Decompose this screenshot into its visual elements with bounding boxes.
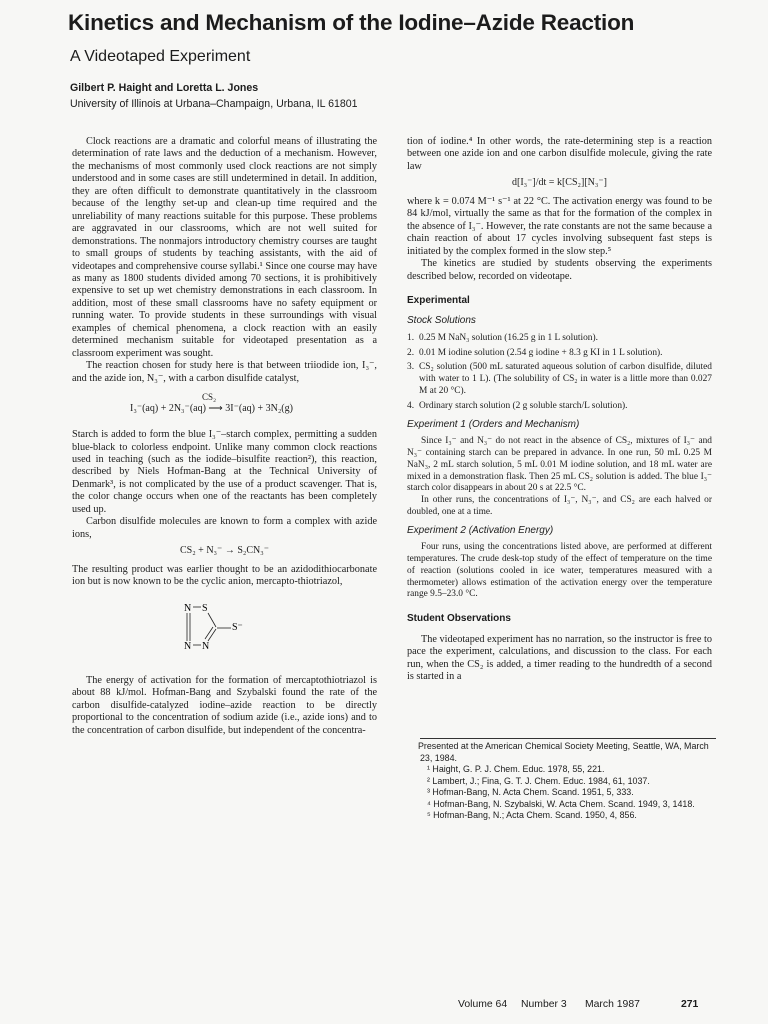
atom-s-ring: S <box>202 602 208 614</box>
kinetics-paragraph: The kinetics are studied by students observing the experiments described below, recorded on videotape. <box>407 258 712 282</box>
product-paragraph: The resulting product was earlier thought to be an azidodithiocarbonate ion but is now known to be the cyclic anion, mercapto-thiotriazol, <box>72 563 377 588</box>
atom-s-minus: S⁻ <box>232 621 243 633</box>
affiliation: University of Illinois at Urbana–Champaign, Urbana, IL 61801 <box>70 98 358 110</box>
list-item: 1. 0.25 M NaN₃ solution (16.25 g in 1 L solution). <box>407 332 598 343</box>
list-item: 3. CS₂ solution (500 mL saturated aqueous solution of carbon disulfide, diluted with water to 1 L). (The solubility of CS₂ in water is a little more than 0.027 M at 20 °C). <box>407 362 712 397</box>
bond-n-c <box>208 629 216 641</box>
journal-number: Number 3 <box>521 999 567 1010</box>
cs2-paragraph: Carbon disulfide molecules are known to form a complex with azide ions, <box>72 516 377 540</box>
list-item: 2. 0.01 M iodine solution (2.54 g iodine + 8.3 g KI in 1 L solution). <box>407 347 663 358</box>
experimental-heading: Experimental <box>407 294 470 306</box>
student-observations-paragraph: The videotaped experiment has no narration, so the instructor is free to pace the experiment, calculations, and discussion to the class. For each run, when the CS₂ is added, a timer reading to the hundredth of a second is started in a <box>407 633 712 682</box>
rate-paragraph: where k = 0.074 M⁻¹ s⁻¹ at 22 °C. The activation energy was found to be 84 kJ/mol, virtually the same as that for the formation of the complex in the absence of I₃⁻. However, the rate constants are not the same because a chain reaction of about 17 cycles involving subsequent fast steps is initiated by the complex formed in the slow step.⁵ <box>407 195 712 257</box>
footnote-2: ² Lambert, J.; Fina, G. T. J. Chem. Educ. 1984, 61, 1037. <box>427 775 650 786</box>
reaction-equation: I₃⁻(aq) + 2N₃⁻(aq) ⟶ 3I⁻(aq) + 3N₂(g) <box>130 403 293 415</box>
rate-law-equation: d[I₃⁻]/dt = k[CS₂][N₃⁻] <box>512 177 607 189</box>
experiment-1-paragraph-2: In other runs, the concentrations of I₃⁻, N₃⁻, and CS₂ are each halved or doubled, one at a time. <box>407 495 712 517</box>
ring-structure-drawing <box>182 599 272 659</box>
experiment-2-heading: Experiment 2 (Activation Energy) <box>407 524 554 536</box>
authors: Gilbert P. Haight and Loretta L. Jones <box>70 82 259 94</box>
footnote-divider <box>420 738 716 739</box>
footnote-5: ⁵ Hofman-Bang, N.; Acta Chem. Scand. 1950, 4, 856. <box>427 810 637 820</box>
footnote-1: ¹ Haight, G. P. J. Chem. Educ. 1978, 55, 221. <box>427 764 605 774</box>
right-column <box>407 136 712 683</box>
stock-solutions-list <box>407 333 712 413</box>
experiment-2-paragraph: Four runs, using the concentrations listed above, are performed at different temperatures. The crude desk-top study of the effect of temperature on the time of reaction (solutions cooled in ice water, temperatures measured with a thermometer) allows estimation of the activation energy over the temperature range 9.5–23.0 °C. <box>407 542 712 600</box>
page-number: 271 <box>681 999 699 1010</box>
footnote-3: ³ Hofman-Bang, N. Acta Chem. Scand. 1951, 5, 333. <box>427 787 634 797</box>
journal-date: March 1987 <box>585 999 640 1010</box>
atom-n-bottom: N <box>202 640 210 652</box>
atom-n-top: N <box>184 602 192 614</box>
starch-paragraph: Starch is added to form the blue I₃⁻–starch complex, permitting a sudden blue-black to colorless endpoint. Unlike many common clock reactions used in teaching (such as the iodide–bisulfite reaction²), this reaction, described by Niels Hofman-Bang at the Technical University of Denmark³, is not complicated by the use of a product scavenger. That is, the color change occurs when one of the reactants has been completely used up. <box>72 429 377 515</box>
article-subtitle: A Videotaped Experiment <box>70 48 251 65</box>
experiment-1-paragraph-1: Since I₃⁻ and N₃⁻ do not react in the absence of CS₂, mixtures of I₃⁻ and N₃⁻ containing starch can be prepared in advance. In one run, 50 mL 0.25 M NaN₃, 2 mL starch solution, 5 mL 0.01 M iodine solution, and 18 mL water are mixed in a demonstration flask. Then 25 mL CS₂ solution is added. The blue I₃⁻ starch color disappears in about 20 s at 22.5 °C. <box>407 436 712 494</box>
overall-reaction <box>72 391 377 421</box>
bond-s-c <box>208 613 216 627</box>
bond-n-c-double <box>205 627 213 639</box>
atom-n-left: N <box>184 640 192 652</box>
reaction-catalyst: CS₂ <box>202 392 217 403</box>
mercapto-thiotriazol-structure <box>182 599 377 663</box>
stock-solutions-heading: Stock Solutions <box>407 315 476 327</box>
intro-paragraph: Clock reactions are a dramatic and colorful means of illustrating the determination of rate laws and the deduction of a mechanism. However, the mechanisms of most commonly used clock reactions are not simply understood and in some cases are still undetermined in detail. In addition, they are often difficult to demonstrate quantitatively in the classroom because of the lengthy set-up and clean-up time required and the unreliability of many reactions suitable for this purpose. These problems are aggravated in our classrooms, which are not well suited for demonstrations. The nonmajors introductory chemistry courses are taught to small groups of students by teaching assistants, with the aid of videotapes and comprehensive course syllabi.¹ Since one course may have as many as 1800 students divided among 70 sections, it is prohibitively expensive to set up wet chemistry demonstrations in each classroom. In addition, most of these small classrooms have no safety equipment or running water. To provide students in these surroundings with visual examples of chemical phenomena, a clock reaction with an easily determined mechanism suitable for videotaped presentation as a classroom experiment was sought. <box>72 136 377 359</box>
footnote-presented: Presented at the American Chemical Society Meeting, Seattle, WA, March 23, 1984. <box>418 741 709 763</box>
footnote-4: ⁴ Hofman-Bang, N. Szybalski, W. Acta Chem. Scand. 1949, 3, 1418. <box>427 798 695 809</box>
journal-volume: Volume 64 <box>458 999 508 1010</box>
continuation-paragraph: tion of iodine.⁴ In other words, the rate-determining step is a reaction between one azide ion and one carbon disulfide molecule, giving the rate law <box>407 136 712 172</box>
reaction-intro-paragraph: The reaction chosen for study here is that between triiodide ion, I₃⁻, and the azide ion, N₃⁻, with a carbon disulfide catalyst, <box>72 360 377 384</box>
complex-equation: CS₂ + N₃⁻ → S₂CN₃⁻ <box>179 545 270 557</box>
list-item: 4. Ordinary starch solution (2 g soluble starch/L solution). <box>407 400 628 411</box>
article-title: Kinetics and Mechanism of the Iodine–Azide Reaction <box>68 10 635 35</box>
student-observations-heading: Student Observations <box>407 613 511 625</box>
left-column <box>72 136 377 737</box>
footnotes <box>420 741 716 822</box>
energy-paragraph: The energy of activation for the formation of mercaptothiotriazol is about 88 kJ/mol. Hofman-Bang and Szybalski found the rate of the carbon disulfide-catalyzed iodine–azide reaction to be directly proportional to the concentration of sodium azide (i.e., azide ions) and to the concentration of carbon disulfide, but independent of the concentra- <box>72 674 377 736</box>
experiment-1-heading: Experiment 1 (Orders and Mechanism) <box>407 418 580 430</box>
